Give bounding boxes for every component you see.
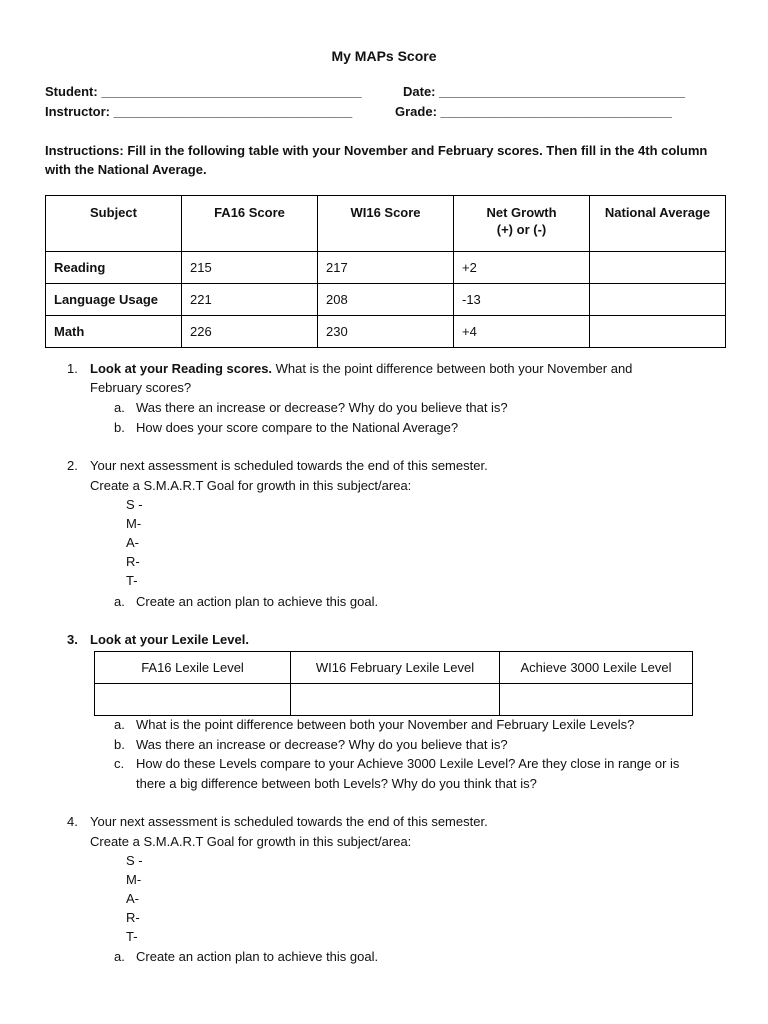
subject-cell: Language Usage — [46, 284, 182, 316]
q1-b-marker: b. — [114, 420, 125, 435]
smart-r: R- — [126, 554, 140, 569]
net-growth-sub: (+) or (-) — [496, 222, 547, 237]
q3-c-line1: How do these Levels compare to your Achieve 3000 Lexile Level? Are they close in range or is — [136, 756, 680, 771]
q4-a-marker: a. — [114, 949, 125, 964]
q1-line2: February scores? — [90, 380, 192, 395]
subject-cell: Reading — [46, 252, 182, 284]
q4-line1: Your next assessment is scheduled towards the end of this semester. — [90, 814, 488, 829]
q1-b: How does your score compare to the National Average? — [136, 420, 459, 435]
wi16-cell: 230 — [318, 316, 454, 348]
fa16-lexile-cell[interactable] — [95, 684, 291, 716]
national-average-cell[interactable] — [590, 316, 726, 348]
header-net-growth — [454, 196, 590, 252]
lexile-table — [94, 651, 693, 716]
q2-a: Create an action plan to achieve this goal. — [136, 594, 379, 609]
table-header-row — [46, 196, 726, 252]
smart-s: S - — [126, 497, 143, 512]
q4-line2: Create a S.M.A.R.T Goal for growth in this subject/area: — [90, 834, 412, 849]
scores-table — [45, 195, 726, 348]
subject-cell: Math — [46, 316, 182, 348]
q3-a-marker: a. — [114, 717, 125, 732]
wi16-cell: 208 — [318, 284, 454, 316]
q1-a: Was there an increase or decrease? Why do you believe that is? — [136, 400, 508, 415]
q1-number: 1. — [67, 361, 78, 376]
q3-b-marker: b. — [114, 737, 125, 752]
table-row — [46, 284, 726, 316]
national-average-cell[interactable] — [590, 284, 726, 316]
header-achieve3000-lexile: Achieve 3000 Lexile Level — [500, 652, 693, 684]
q3-number: 3. — [67, 632, 78, 647]
q3-b: Was there an increase or decrease? Why do you believe that is? — [136, 737, 508, 752]
net-growth-cell: +2 — [454, 252, 590, 284]
q1-text — [90, 361, 632, 376]
header-wi16-lexile: WI16 February Lexile Level — [291, 652, 500, 684]
smart-m: M- — [126, 872, 142, 887]
q3-c-marker: c. — [114, 756, 125, 771]
q2-smart-list — [126, 497, 143, 592]
q2-number: 2. — [67, 458, 78, 473]
q3-c-line2: there a big difference between both Levels? Why do you think that is? — [136, 776, 537, 791]
student-field[interactable]: Student: ____________________________________ — [45, 84, 362, 99]
wi16-cell: 217 — [318, 252, 454, 284]
smart-t: T- — [126, 573, 138, 588]
header-fa16-lexile: FA16 Lexile Level — [95, 652, 291, 684]
q3-a: What is the point difference between both your November and February Lexile Levels? — [136, 717, 635, 732]
date-field[interactable]: Date: __________________________________ — [403, 84, 685, 99]
q1-bold: Look at your Reading scores. — [90, 361, 273, 376]
national-average-cell[interactable] — [590, 252, 726, 284]
smart-m: M- — [126, 516, 142, 531]
q2-a-marker: a. — [114, 594, 125, 609]
fa16-cell: 221 — [182, 284, 318, 316]
lexile-header-row — [95, 652, 693, 684]
smart-r: R- — [126, 910, 140, 925]
q2-line2: Create a S.M.A.R.T Goal for growth in this subject/area: — [90, 478, 412, 493]
fa16-cell: 226 — [182, 316, 318, 348]
q4-a: Create an action plan to achieve this goal. — [136, 949, 379, 964]
grade-field[interactable]: Grade: ________________________________ — [395, 104, 672, 119]
table-row — [46, 252, 726, 284]
q1-rest: What is the point difference between both your November and — [272, 361, 633, 376]
net-growth-label: Net Growth — [486, 205, 557, 220]
page-title: My MAPs Score — [331, 48, 437, 64]
smart-s: S - — [126, 853, 143, 868]
header-wi16-score: WI16 Score — [318, 196, 454, 252]
smart-a: A- — [126, 535, 139, 550]
q1-a-marker: a. — [114, 400, 125, 415]
instructor-field[interactable]: Instructor: _________________________________ — [45, 104, 353, 119]
header-national-average: National Average — [590, 196, 726, 252]
net-growth-cell: -13 — [454, 284, 590, 316]
net-growth-cell: +4 — [454, 316, 590, 348]
q3-title: Look at your Lexile Level. — [90, 632, 249, 647]
q4-number: 4. — [67, 814, 78, 829]
achieve3000-lexile-cell[interactable] — [500, 684, 693, 716]
smart-a: A- — [126, 891, 139, 906]
table-row — [46, 316, 726, 348]
lexile-input-row — [95, 684, 693, 716]
instructions: Instructions: Fill in the following table with your November and February scores. Then fill in the 4th column with the National Average. — [45, 143, 708, 177]
header-subject: Subject — [46, 196, 182, 252]
q4-smart-list — [126, 853, 143, 948]
q2-line1: Your next assessment is scheduled towards the end of this semester. — [90, 458, 488, 473]
wi16-lexile-cell[interactable] — [291, 684, 500, 716]
header-fa16-score: FA16 Score — [182, 196, 318, 252]
smart-t: T- — [126, 929, 138, 944]
fa16-cell: 215 — [182, 252, 318, 284]
